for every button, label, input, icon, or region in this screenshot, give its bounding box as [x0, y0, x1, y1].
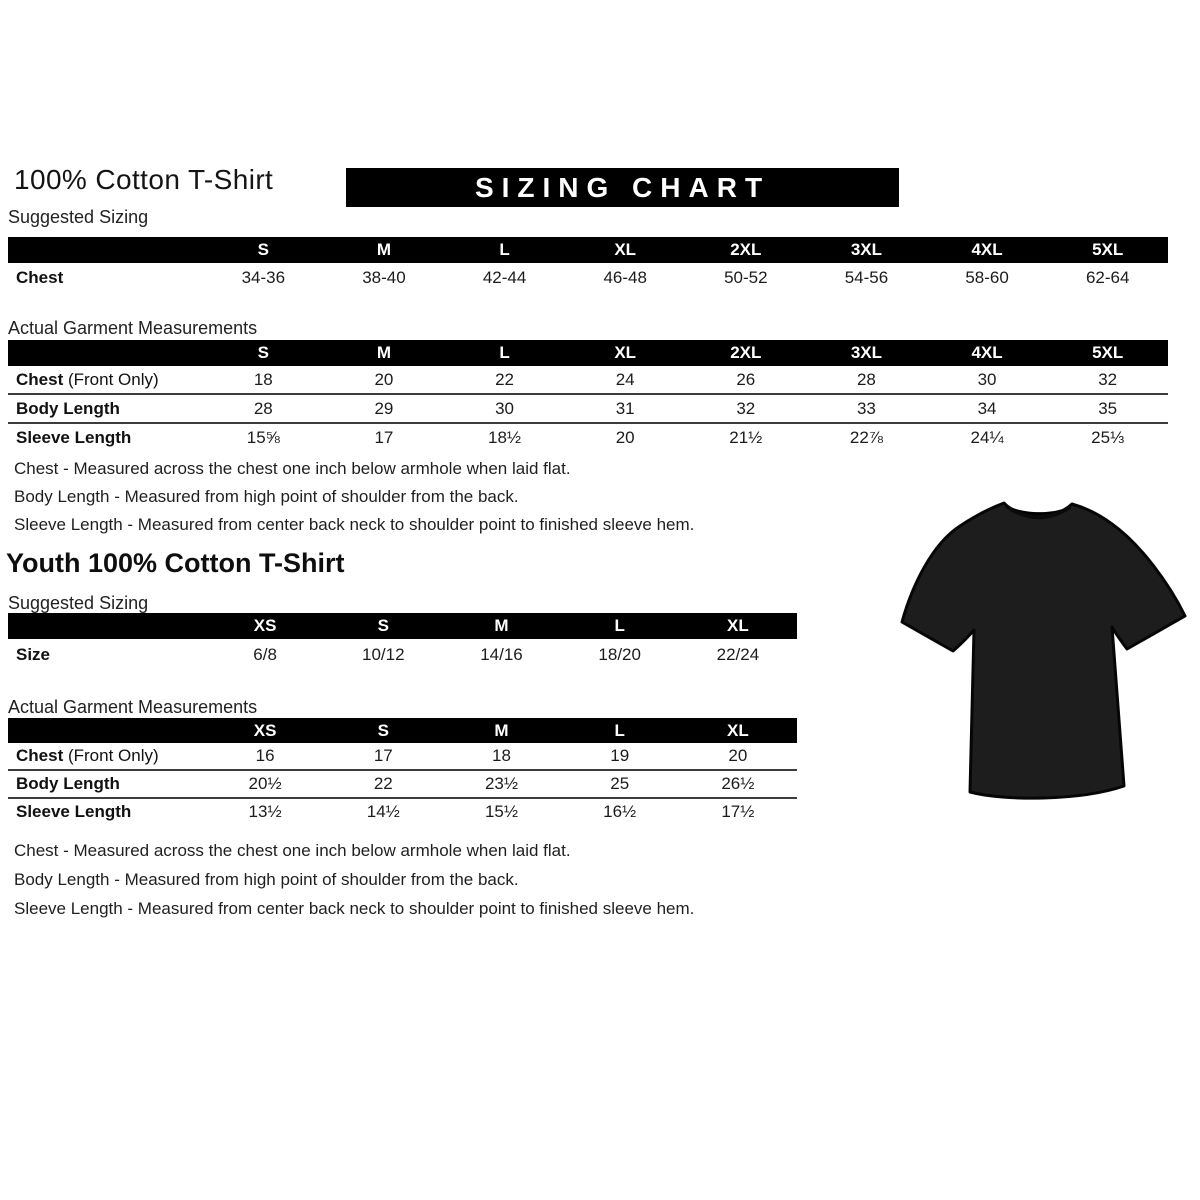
- table-header-row: [8, 718, 797, 743]
- header-corner-cell: [8, 340, 203, 366]
- row-label: Body Length: [16, 399, 120, 418]
- size-column-header: XS: [253, 616, 277, 635]
- table-cell: 6/8: [253, 645, 277, 664]
- table-row-chest: [8, 263, 1168, 293]
- youth-section-title: Youth 100% Cotton T-Shirt: [6, 548, 345, 578]
- size-column-header: 3XL: [850, 240, 883, 259]
- table-cell: 33: [856, 399, 876, 418]
- table-cell: 15½: [484, 802, 519, 821]
- size-column-header: S: [257, 343, 269, 362]
- table-row-body-length: [8, 393, 1168, 422]
- youth-measurement-notes: [14, 842, 694, 929]
- size-column-header: XS: [253, 721, 277, 740]
- table-header-row: [8, 340, 1168, 366]
- table-cell: 17½: [721, 802, 755, 821]
- table-cell: 22: [495, 370, 515, 389]
- row-label: Size: [16, 645, 51, 664]
- size-column-header: 3XL: [850, 343, 883, 362]
- youth-suggested-sizing-table: [8, 613, 797, 671]
- size-column-header: S: [257, 240, 269, 259]
- table-cell: 17: [374, 428, 394, 447]
- table-cell: 50-52: [724, 268, 768, 287]
- table-cell: 34-36: [241, 268, 286, 287]
- table-cell: 18: [492, 746, 511, 765]
- table-cell: 20: [374, 370, 394, 389]
- table-cell: 32: [736, 399, 756, 418]
- table-cell: 16½: [603, 802, 637, 821]
- table-cell: 19: [610, 746, 630, 765]
- row-label: Chest: [16, 268, 64, 287]
- table-cell: 16: [255, 746, 275, 765]
- table-cell: 28: [253, 399, 273, 418]
- table-cell: 34: [977, 399, 997, 418]
- table-cell: 35: [1098, 399, 1118, 418]
- measurement-note-sleeve-length: Sleeve Length - Measured from center back neck to shoulder point to finished sleeve hem.: [14, 515, 695, 534]
- black-tshirt-photo: [888, 480, 1200, 806]
- size-column-header: L: [614, 721, 625, 740]
- table-header-row: [8, 237, 1168, 263]
- adult-section-title: 100% Cotton T-Shirt: [14, 164, 274, 195]
- table-cell: 20½: [248, 774, 282, 793]
- size-column-header: XL: [614, 240, 637, 259]
- table-cell: 10/12: [362, 645, 405, 664]
- row-label: [8, 743, 206, 769]
- table-cell: 20: [615, 428, 635, 447]
- table-cell: 54-56: [844, 268, 889, 287]
- table-cell: 22/24: [716, 645, 760, 664]
- adult-measurement-notes: [14, 460, 694, 544]
- row-label: Sleeve Length: [16, 428, 132, 447]
- table-cell: 14½: [366, 802, 400, 821]
- sizing-chart-banner: SIZING CHART: [346, 168, 899, 207]
- adult-actual-measurements-label: Actual Garment Measurements: [8, 318, 258, 338]
- table-cell: 30: [977, 370, 997, 389]
- size-column-header: 5XL: [1092, 240, 1124, 259]
- header-corner-cell: [8, 237, 203, 263]
- table-cell: 42-44: [482, 268, 527, 287]
- row-label-bold: Chest: [16, 370, 64, 389]
- table-cell: 18½: [488, 428, 522, 447]
- table-cell: 22⅞: [849, 428, 883, 447]
- table-header-row: [8, 613, 797, 639]
- youth-suggested-sizing-label: Suggested Sizing: [8, 593, 149, 613]
- table-row-sleeve-length: [8, 797, 797, 825]
- table-cell: 25⅓: [1091, 428, 1125, 447]
- size-column-header: M: [494, 616, 509, 635]
- youth-actual-measurements-table: [8, 718, 797, 825]
- size-column-header: XL: [727, 616, 749, 635]
- row-label: Sleeve Length: [16, 802, 132, 821]
- table-cell: 30: [495, 399, 515, 418]
- size-column-header: XL: [614, 343, 637, 362]
- table-cell: 14/16: [480, 645, 523, 664]
- table-row-chest-front-only: [8, 366, 1168, 393]
- measurement-note-body-length: Body Length - Measured from high point of shoulder from the back.: [14, 487, 519, 506]
- row-label: [8, 366, 203, 393]
- size-column-header: L: [499, 343, 510, 362]
- table-cell: 26: [736, 370, 756, 389]
- size-column-header: S: [377, 721, 389, 740]
- row-label-bold: Chest: [16, 746, 64, 765]
- row-label-suffix: (Front Only): [63, 746, 159, 765]
- table-cell: 28: [856, 370, 876, 389]
- table-row-body-length: [8, 769, 797, 797]
- table-cell: 31: [615, 399, 635, 418]
- table-cell: 18/20: [598, 645, 641, 664]
- table-cell: 58-60: [965, 268, 1009, 287]
- table-row-size: [8, 639, 797, 671]
- size-column-header: M: [494, 721, 509, 740]
- measurement-note-chest: Chest - Measured across the chest one inch below armhole when laid flat.: [14, 459, 571, 478]
- size-column-header: 4XL: [971, 343, 1003, 362]
- table-cell: 23½: [484, 774, 519, 793]
- table-cell: 24: [615, 370, 635, 389]
- table-cell: 21½: [729, 428, 763, 447]
- adult-suggested-sizing-label: Suggested Sizing: [8, 207, 149, 227]
- youth-actual-measurements-label: Actual Garment Measurements: [8, 697, 258, 717]
- table-cell: 13½: [248, 802, 282, 821]
- table-cell: 17: [373, 746, 393, 765]
- size-column-header: 2XL: [730, 343, 762, 362]
- table-row-chest-front-only: [8, 743, 797, 769]
- size-column-header: 5XL: [1092, 343, 1124, 362]
- table-cell: 62-64: [1085, 268, 1130, 287]
- table-cell: 25: [610, 774, 630, 793]
- table-cell: 22: [373, 774, 393, 793]
- size-column-header: 2XL: [730, 240, 762, 259]
- header-corner-cell: [8, 613, 206, 639]
- adult-actual-measurements-table: [8, 340, 1168, 451]
- table-cell: 18: [253, 370, 273, 389]
- table-cell: 20: [728, 746, 748, 765]
- table-cell: 29: [374, 399, 394, 418]
- table-row-sleeve-length: [8, 422, 1168, 451]
- size-column-header: S: [377, 616, 389, 635]
- measurement-note-chest: Chest - Measured across the chest one inch below armhole when laid flat.: [14, 841, 571, 860]
- table-cell: 38-40: [362, 268, 406, 287]
- table-cell: 26½: [721, 774, 755, 793]
- size-column-header: 4XL: [971, 240, 1003, 259]
- header-corner-cell: [8, 718, 206, 743]
- table-cell: 32: [1098, 370, 1118, 389]
- size-column-header: XL: [727, 721, 749, 740]
- tshirt-body: [902, 503, 1185, 798]
- size-column-header: M: [376, 343, 392, 362]
- table-cell: 24¼: [970, 428, 1004, 447]
- size-column-header: M: [376, 240, 392, 259]
- size-column-header: L: [499, 240, 510, 259]
- table-cell: 46-48: [603, 268, 647, 287]
- adult-suggested-sizing-table: [8, 237, 1168, 293]
- size-column-header: L: [614, 616, 625, 635]
- table-cell: 15⅝: [246, 428, 280, 447]
- measurement-note-sleeve-length: Sleeve Length - Measured from center back neck to shoulder point to finished sleeve hem.: [14, 899, 695, 918]
- measurement-note-body-length: Body Length - Measured from high point of shoulder from the back.: [14, 870, 519, 889]
- row-label: Body Length: [16, 774, 120, 793]
- row-label-suffix: (Front Only): [63, 370, 159, 389]
